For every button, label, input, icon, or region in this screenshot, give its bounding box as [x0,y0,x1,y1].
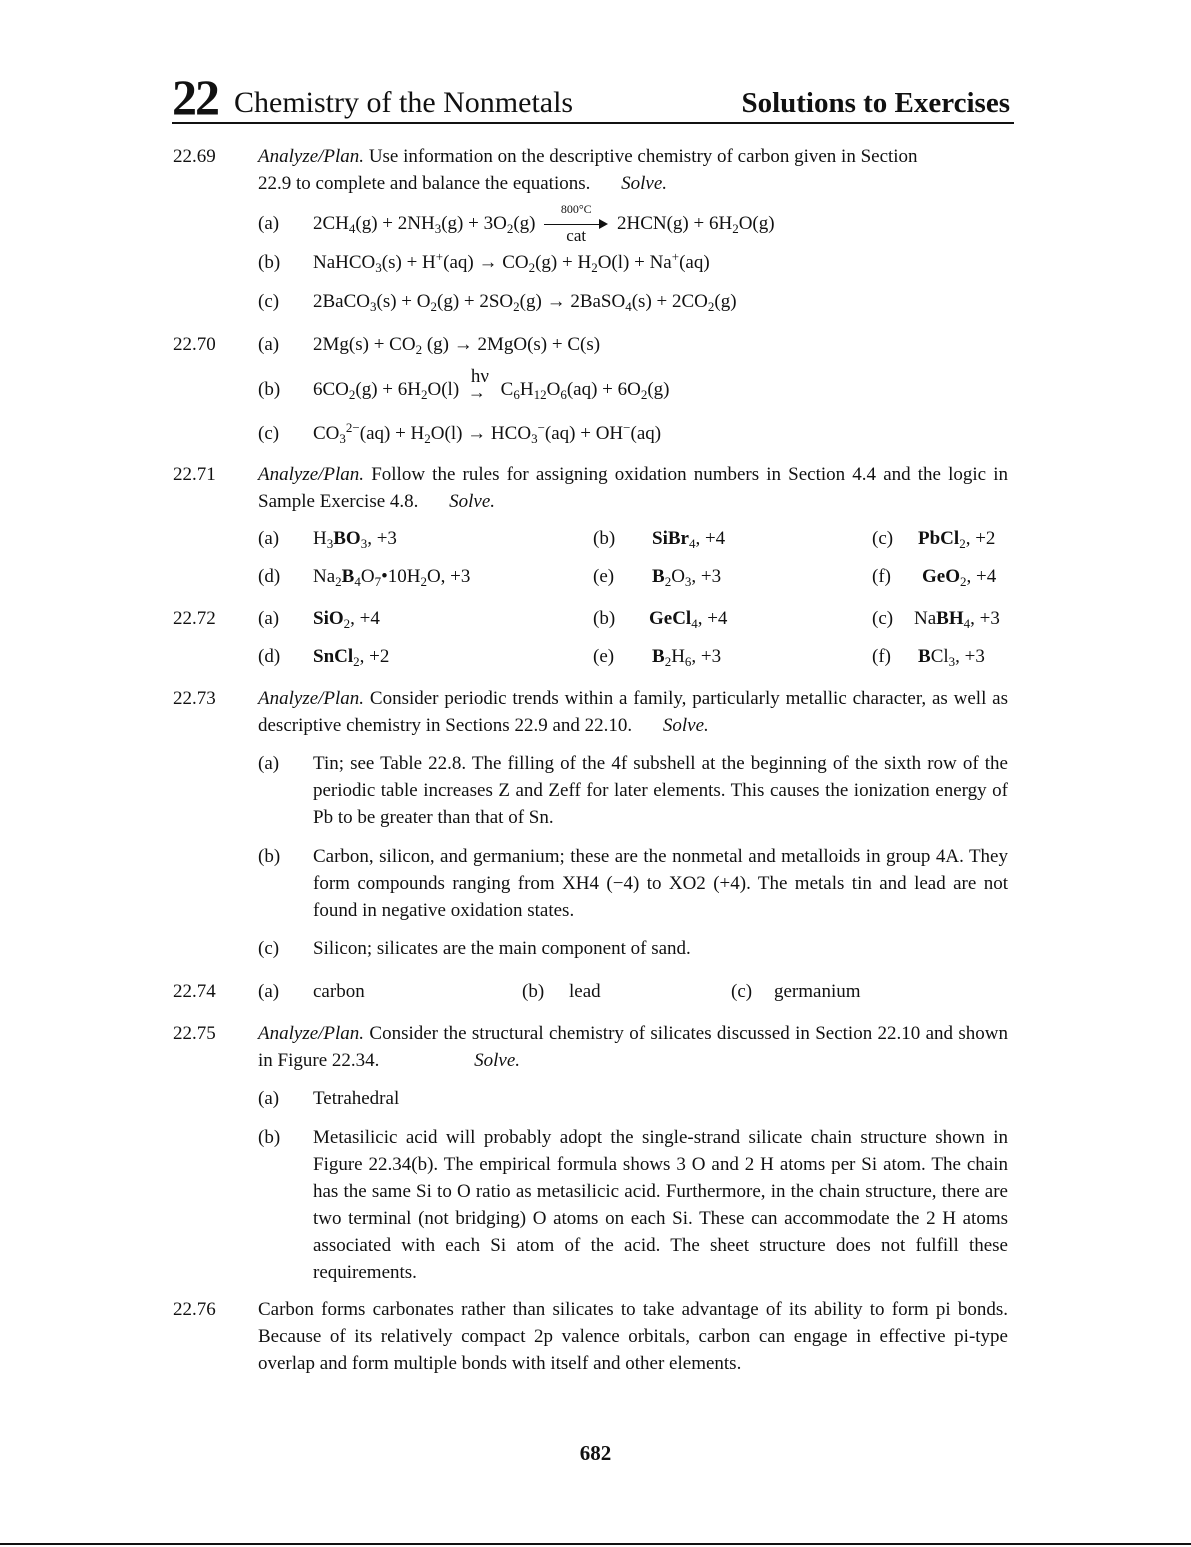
analyze-plan [258,685,1008,739]
answer-c: germanium [774,981,861,1002]
analyze-label: Analyze/Plan. [258,688,365,709]
part-label: (c) [258,938,280,959]
analyze-plan [258,1020,1008,1074]
equation-c: 2BaCO$_3$(s) + $O_2(g) + 2SO_2(g)$ → 2BaSO$_4$(s) + $2CO_2(g)$ [313,291,737,314]
analyze-label: Analyze/Plan. [258,1023,365,1044]
part-label: (d) [258,646,281,667]
solve-label: Solve. [449,491,496,512]
part-label: (b) [258,379,281,400]
solve-label: Solve. [474,1050,521,1071]
analyze-plan [258,143,938,197]
analyze-text: Use information on the descriptive chemistry of carbon given in Section 22.9 to complete and balance the equations. [258,146,918,194]
part-label: (a) [258,981,280,1002]
answer-text: Tetrahedral [313,1088,400,1109]
equation-a: $2CH_4(g) + 2NH_3(g) + 3O_2(g)$ 800°C cat $2HCN(g) + 6H_2O(g)$ [313,201,775,245]
equation-c: $CO_3^{2-}(aq) + H_2O(l) \to HCO_3^-(aq) + OH^-(aq)$ [313,420,662,446]
answer-d: SnCl$_2$, +2 [313,646,390,669]
answer-b: lead [569,981,601,1002]
exercise-number: 22.75 [173,1023,216,1044]
exercise-number: 22.74 [173,981,216,1002]
equation-a: $2Mg(s) + CO_2$ (g) → 2MgO(s) + C(s) [313,334,601,357]
page-header [172,69,1014,125]
exercise-number: 22.69 [173,146,216,167]
answer-e: $B_2O_3$, +3 [652,566,722,589]
answer-e: $B_2H_6$, +3 [652,646,722,669]
exercise-number: 22.71 [173,464,216,485]
answer-a: carbon [313,981,365,1002]
part-label: (e) [593,566,615,587]
section-title: Solutions to Exercises [741,87,1010,119]
exercise-number: 22.72 [173,608,216,629]
answer-d: $Na_2B_4O_7•10H_2O$, +3 [313,566,471,589]
equation-b: NaHCO$_3$(s) + $H^+(aq) \to CO_2(g) + H_2O(l) + Na^+(aq)$ [313,249,710,275]
analyze-text: Consider the structural chemistry of silicates discussed in Section 22.10 and shown in Figure 22.34. [258,1023,1009,1071]
answer-f: GeO$_2$, +4 [922,566,997,589]
answer-text: Silicon; silicates are the main component of sand. [313,938,691,959]
reaction-arrow-icon: 800°C cat [544,215,608,235]
part-label: (b) [593,528,616,549]
answer-text: Metasilicic acid will probably adopt the single-strand silicate chain structure shown in Figure 22.34(b). The empirical formula shows 3 O and 2 H atoms per Si atom. The chain has the same Si to O ratio as metasilicic acid. Furthermore, in the chain structure, there are two terminal (not bridging) O atoms on each Si. These can accommodate the 2 H atoms associated with each Si atom of the acid. The sheet structure does not fulfill these requirements. [313,1127,1008,1283]
part-label: (c) [872,608,894,629]
page-bottom-rule [0,1543,1191,1545]
part-label: (b) [258,1127,281,1148]
part-label: (c) [872,528,894,549]
answer-text: Carbon forms carbonates rather than silicates to take advantage of its ability to form pi bonds. Because of its relatively compact 2p valence orbitals, carbon can engage in effective pi-type overlap and form multiple bonds with itself and other elements. [258,1299,1008,1374]
part-label: (e) [593,646,615,667]
part-label: (b) [258,252,281,273]
exercise-number: 22.73 [173,688,216,709]
analyze-plan [258,461,1008,515]
exercise-number: 22.76 [173,1299,216,1320]
chapter-title: Chemistry of the Nonmetals [234,86,574,119]
answer-a: $H_3BO_3$, +3 [313,528,397,551]
part-label: (b) [258,846,281,867]
page-number: 682 [579,1441,612,1465]
answer-c: NaBH$_4$, +3 [914,608,1000,631]
part-label: (f) [872,646,891,667]
analyze-text: Consider periodic trends within a family, particularly metallic character, as well as descriptive chemistry in Sections 22.9 and 22.10. [258,688,1008,736]
part-label: (c) [731,981,753,1002]
part-label: (a) [258,1088,280,1109]
answer-b: SiBr$_4$, +4 [652,528,726,551]
chapter-number: 22 [172,69,218,125]
answer-b: GeCl$_4$, +4 [649,608,728,631]
part-label: (c) [258,291,280,312]
solve-label: Solve. [662,715,709,736]
analyze-text: Follow the rules for assigning oxidation numbers in Section 4.4 and the logic in Sample Exercise 4.8. [258,464,1009,512]
answer-text: Tin; see Table 22.8. The filling of the 4f subshell at the beginning of the sixth row of the periodic table increases Z and Zeff for later elements. This causes the ionization energy of Pb to be greater than that of Sn. [313,753,1008,828]
analyze-label: Analyze/Plan. [258,146,365,167]
part-label: (a) [258,213,280,234]
part-label: (b) [522,981,545,1002]
analyze-label: Analyze/Plan. [258,464,365,485]
part-label: (c) [258,423,280,444]
part-label: (a) [258,753,280,774]
equation-b: $6CO_2(g) + 6H_2O(l)$ hν → $C_6H_{12}O_6(aq) + 6O_2(g)$ [313,365,670,402]
part-label: (a) [258,608,280,629]
part-label: (d) [258,566,281,587]
solve-label: Solve. [621,173,668,194]
exercise-number: 22.70 [173,334,216,355]
part-label: (a) [258,528,280,549]
answer-text: Carbon, silicon, and germanium; these are the nonmetal and metalloids in group 4A. They form compounds ranging from XH4 (−4) to XO2 (+4). The metals tin and lead are not found in negative oxidation states. [313,846,1008,921]
answer-a: SiO$_2$, +4 [313,608,380,631]
part-label: (f) [872,566,891,587]
part-label: (a) [258,334,280,355]
part-label: (b) [593,608,616,629]
answer-f: BCl$_3$, +3 [918,646,985,669]
answer-c: PbCl$_2$, +2 [918,528,996,551]
light-arrow-icon: hν → [467,365,489,402]
